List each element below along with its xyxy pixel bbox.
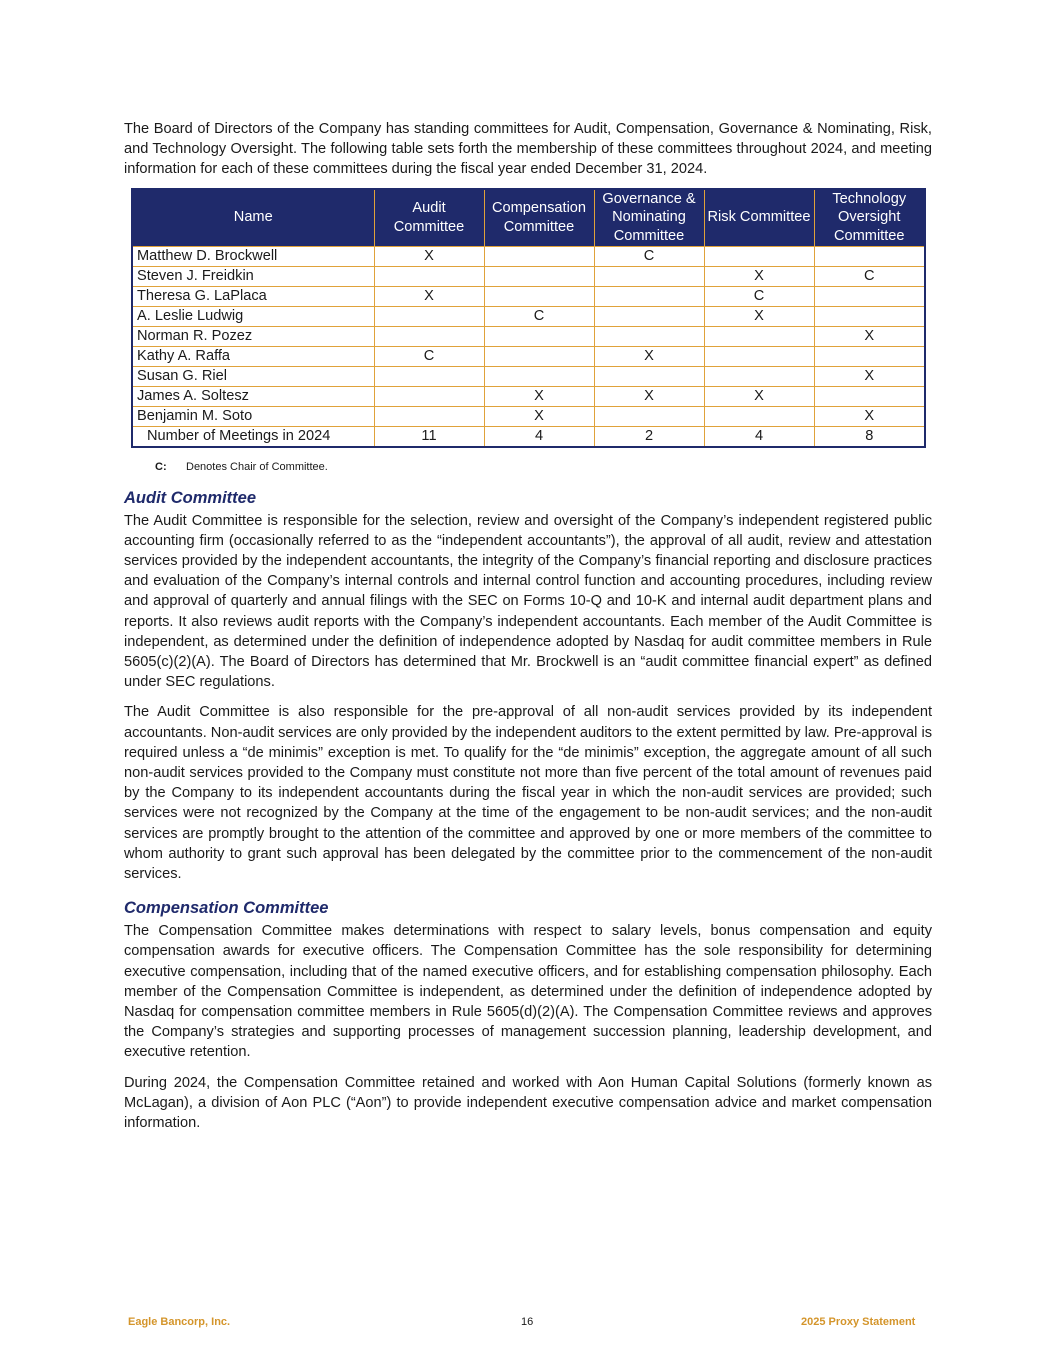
- committee-cell: 4: [704, 426, 814, 447]
- member-name: Matthew D. Brockwell: [132, 246, 374, 266]
- compensation-paragraph-2: During 2024, the Compensation Committee retained and worked with Aon Human Capital Solutions (formerly known as McLagan), a division of Aon PLC (“Aon”) to provide independent executive compensation advice and market compensation information.: [124, 1074, 932, 1132]
- committee-cell: X: [704, 306, 814, 326]
- committee-cell: [594, 406, 704, 426]
- committee-cell: X: [814, 406, 925, 426]
- committee-cell: X: [704, 386, 814, 406]
- footer-document-title: 2025 Proxy Statement: [801, 1316, 916, 1328]
- committee-cell: [484, 366, 594, 386]
- header-cell: Governance & Nominating Committee: [594, 189, 704, 247]
- committee-cell: [704, 246, 814, 266]
- note-key: C:: [155, 460, 167, 473]
- member-name: Theresa G. LaPlaca: [132, 286, 374, 306]
- committee-cell: 2: [594, 426, 704, 447]
- compensation-heading: Compensation Committee: [124, 899, 329, 918]
- member-name: Steven J. Freidkin: [132, 266, 374, 286]
- committee-cell: X: [594, 346, 704, 366]
- committee-cell: [814, 246, 925, 266]
- committee-cell: [484, 266, 594, 286]
- footer-company: Eagle Bancorp, Inc.: [128, 1316, 231, 1328]
- committee-cell: [374, 386, 484, 406]
- member-name: Norman R. Pozez: [132, 326, 374, 346]
- committee-cell: X: [814, 366, 925, 386]
- committee-cell: X: [374, 246, 484, 266]
- committee-cell: C: [484, 306, 594, 326]
- committee-cell: [484, 286, 594, 306]
- table-row: [132, 346, 925, 366]
- committee-cell: [484, 246, 594, 266]
- committee-cell: [594, 306, 704, 326]
- table-row: [132, 266, 925, 286]
- committee-cell: 8: [814, 426, 925, 447]
- note-text: Denotes Chair of Committee.: [186, 460, 328, 473]
- committee-cell: [704, 326, 814, 346]
- table-row: [132, 286, 925, 306]
- committee-cell: [814, 306, 925, 326]
- committee-cell: 4: [484, 426, 594, 447]
- committee-cell: [484, 346, 594, 366]
- header-cell: Audit Committee: [374, 189, 484, 247]
- member-name: Benjamin M. Soto: [132, 406, 374, 426]
- committee-cell: [374, 406, 484, 426]
- committee-cell: 11: [374, 426, 484, 447]
- member-name: A. Leslie Ludwig: [132, 306, 374, 326]
- committee-cell: X: [484, 386, 594, 406]
- table-row: [132, 406, 925, 426]
- committee-cell: [704, 366, 814, 386]
- table-row: [132, 366, 925, 386]
- committee-cell: [704, 346, 814, 366]
- committee-cell: [374, 366, 484, 386]
- committee-cell: [484, 326, 594, 346]
- committee-cell: X: [704, 266, 814, 286]
- committee-cell: [594, 286, 704, 306]
- totals-row: [132, 426, 925, 447]
- header-cell: Technology Oversight Committee: [814, 189, 925, 247]
- committee-cell: [594, 326, 704, 346]
- totals-label: Number of Meetings in 2024: [132, 426, 374, 447]
- committee-cell: X: [374, 286, 484, 306]
- audit-paragraph-2: The Audit Committee is also responsible for the pre-approval of all non-audit services provided by its independent accountants. Non-audit services are only provided by the independent auditors to the extent permitted by law. Pre-approval is required unless a “de minimis” exception is met. To qualify for the “de minimis” exception, the aggregate amount of all such non-audit services provided to the Company must constitute not more than five percent of the total amount of revenues paid by the Company to its independent accountants during the fiscal year in which the non-audit services are provided; such services were not recognized by the Company at the time of the engagement to be non-audit services; and the non-audit services are promptly brought to the attention of the committee and approved by one or more members of the committee to whom authority to grant such approval has been delegated by the committee prior to the commencement of the non-audit services.: [124, 704, 932, 883]
- committee-cell: X: [594, 386, 704, 406]
- committee-cell: [374, 326, 484, 346]
- member-name: Kathy A. Raffa: [132, 346, 374, 366]
- committee-cell: C: [594, 246, 704, 266]
- committee-cell: C: [704, 286, 814, 306]
- committee-cell: C: [814, 266, 925, 286]
- table-row: [132, 326, 925, 346]
- committee-cell: X: [814, 326, 925, 346]
- header-cell: Risk Committee: [704, 189, 814, 247]
- committee-cell: C: [374, 346, 484, 366]
- compensation-paragraph-1: The Compensation Committee makes determinations with respect to salary levels, bonus compensation and equity compensation awards for executive officers. The Compensation Committee has the sole responsibility for determining executive compensation, including that of the named executive officers, and for establishing compensation philosophy. Each member of the Compensation Committee is independent, as determined under the definition of independence adopted by Nasdaq for compensation committee members in Rule 5605(d)(2)(A). The Compensation Committee reviews and approves the Company’s strategies and supporting processes of management succession planning, leadership development, and executive retention.: [124, 923, 932, 1061]
- committee-table: [131, 188, 926, 448]
- committee-cell: [704, 406, 814, 426]
- footer-page-number: 16: [521, 1316, 534, 1328]
- header-cell: Name: [132, 189, 374, 247]
- member-name: James A. Soltesz: [132, 386, 374, 406]
- audit-heading: Audit Committee: [124, 488, 256, 507]
- committee-cell: [594, 366, 704, 386]
- committee-cell: [374, 306, 484, 326]
- committee-cell: X: [484, 406, 594, 426]
- committee-cell: [374, 266, 484, 286]
- committee-cell: [814, 346, 925, 366]
- member-name: Susan G. Riel: [132, 366, 374, 386]
- table-row: [132, 246, 925, 266]
- page-content: [124, 119, 932, 1133]
- header-cell: Compensation Committee: [484, 189, 594, 247]
- table-header-row: [132, 189, 925, 247]
- audit-paragraph-1: The Audit Committee is responsible for the selection, review and oversight of the Company’s independent registered public accounting firm (occasionally referred to as the “independent accountants”), the approval of all audit, review and attestation services provided by the independent accountants, the integrity of the Company’s financial reporting and disclosure practices and evaluation of the Company’s internal controls and internal control function and accounting procedures, including review and approval of quarterly and annual filings with the SEC on Forms 10-Q and 10-K and internal audit department plans and reports. It also reviews audit reports with the Company’s independent accountants. Each member of the Audit Committee is independent, as determined under the definition of independence adopted by Nasdaq for audit committee members in Rule 5605(c)(2)(A). The Board of Directors has determined that Mr. Brockwell is an “audit committee financial expert” as defined under SEC regulations.: [124, 512, 932, 691]
- chair-note: [155, 460, 932, 474]
- table-row: [132, 386, 925, 406]
- committee-cell: [594, 266, 704, 286]
- table-row: [132, 306, 925, 326]
- committee-cell: [814, 286, 925, 306]
- committee-cell: [814, 386, 925, 406]
- intro-paragraph: The Board of Directors of the Company has standing committees for Audit, Compensation, Governance & Nominating, Risk, and Technology Oversight. The following table sets forth the membership of these committees throughout 2024, and meeting information for each of these committees during the fiscal year ended December 31, 2024.: [124, 121, 932, 178]
